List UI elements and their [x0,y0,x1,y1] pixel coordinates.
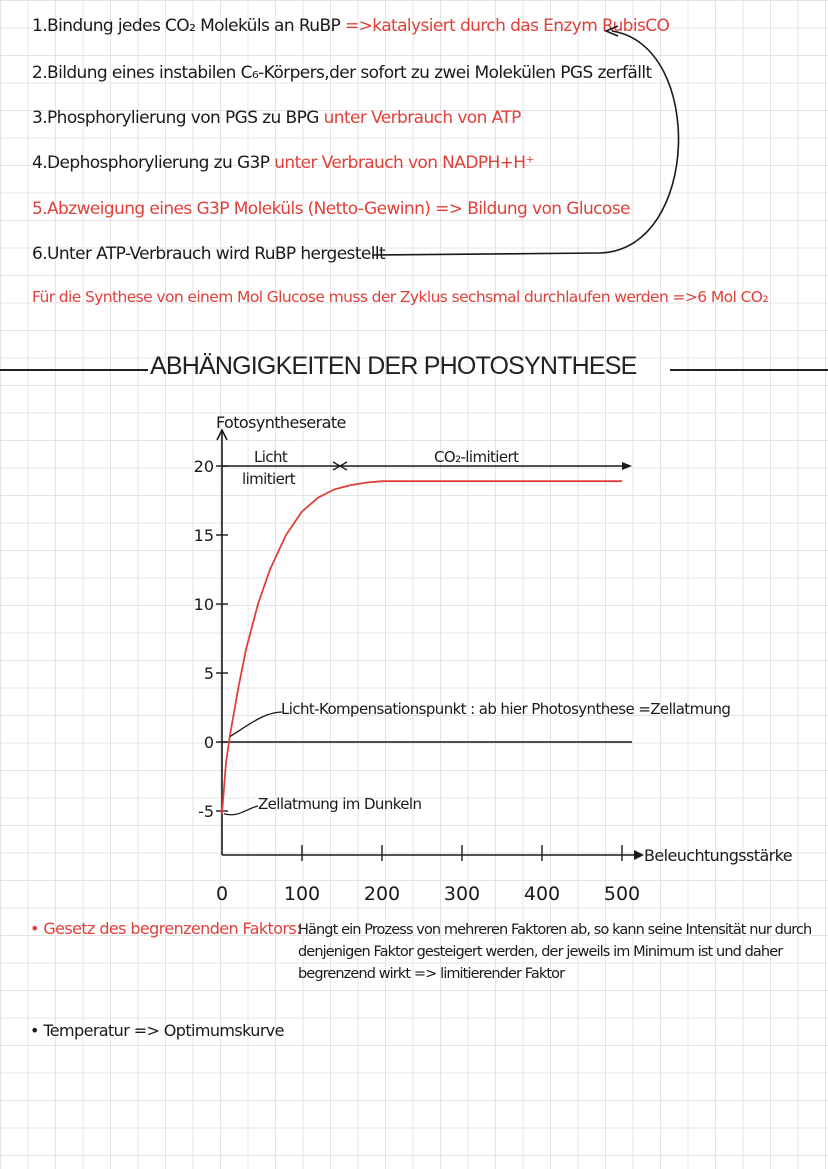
section-heading: ABHÄNGIGKEITEN DER PHOTOSYNTHESE [150,352,637,380]
step-2-text: Bildung eines instabilen C₆-Körpers,der sofort zu zwei Molekülen PGS zerfällt [47,63,652,83]
step-3-red-text: unter Verbrauch von ATP [323,108,521,128]
x-tick-label: 200 [363,883,401,905]
y-tick-label: -5 [198,802,214,821]
step-1-number: 1. [32,16,48,36]
annotation-compensation-point: Licht-Kompensationspunkt : ab hier Photosynthese =Zellatmung [281,700,731,718]
dark-respiration-leader [224,806,258,815]
x-tick-label: 100 [283,883,321,905]
synthesis-note: Für die Synthese von einem Mol Glucose muss der Zyklus sechsmal durchlaufen werden =>6 Mol CO₂ [32,288,769,306]
step-3-number: 3. [32,108,48,128]
x-tick-label: 500 [603,883,641,905]
law-text-line-1: Hängt ein Prozess von mehreren Faktoren ab, so kann seine Intensität nur durch [298,922,812,938]
cycle-arrow [372,26,679,255]
x-axis-arrow [634,850,644,860]
temperature-text: Temperatur => Optimumskurve [43,1021,284,1040]
step-6-text: Unter ATP-Verbrauch wird RuBP hergestellt [47,244,386,264]
x-tick-label: 0 [215,883,229,905]
region-label-light-1: Licht [254,448,288,466]
saturation-line-arrow [622,462,632,470]
step-4-number: 4. [32,153,48,173]
y-tick-label: 15 [193,526,214,545]
x-tick-label: 400 [523,883,561,905]
y-tick-label: 5 [203,664,214,683]
law-text-line-2: denjenigen Faktor gesteigert werden, der jeweils im Minimum ist und daher [298,944,783,960]
step-6-number: 6. [32,244,48,264]
bullet-marker: • [30,919,39,938]
compensation-leader [230,712,282,736]
step-3-text: Phosphorylierung von PGS zu BPG [47,108,324,128]
step-1-red-text: =>katalysiert durch das Enzym RubisCO [344,16,670,36]
bullet-marker-2: • [30,1021,39,1040]
step-5-number: 5. [32,199,48,219]
x-tick-label: 300 [443,883,481,905]
rate-curve [222,481,622,814]
region-label-light-2: limitiert [242,470,296,488]
y-tick-label: 10 [193,595,214,614]
region-label-co2: CO₂-limitiert [434,448,519,466]
law-label: Gesetz des begrenzenden Faktors: [43,919,301,938]
annotation-dark-respiration: Zellatmung im Dunkeln [258,795,422,813]
y-tick-label: 0 [203,733,214,752]
photosynthesis-chart [194,430,644,905]
step-4-text: Dephosphorylierung zu G3P [47,153,275,173]
law-bullet [30,919,301,938]
temperature-note [30,1021,284,1040]
step-5-red-text: Abzweigung eines G3P Moleküls (Netto-Gewinn) => Bildung von Glucose [47,199,630,219]
cycle-arrow-path [372,31,679,255]
y-tick-label: 20 [193,457,214,476]
chart-xlabel: Beleuchtungsstärke [644,846,792,865]
step-2-number: 2. [32,63,48,83]
step-4-red-text: unter Verbrauch von NADPH+H⁺ [274,153,534,173]
step-1-text: Bindung jedes CO₂ Moleküls an RuBP [47,16,345,36]
chart-ylabel: Fotosyntheserate [216,413,346,432]
law-text-line-3: begrenzend wirkt => limitierender Faktor [298,966,565,982]
